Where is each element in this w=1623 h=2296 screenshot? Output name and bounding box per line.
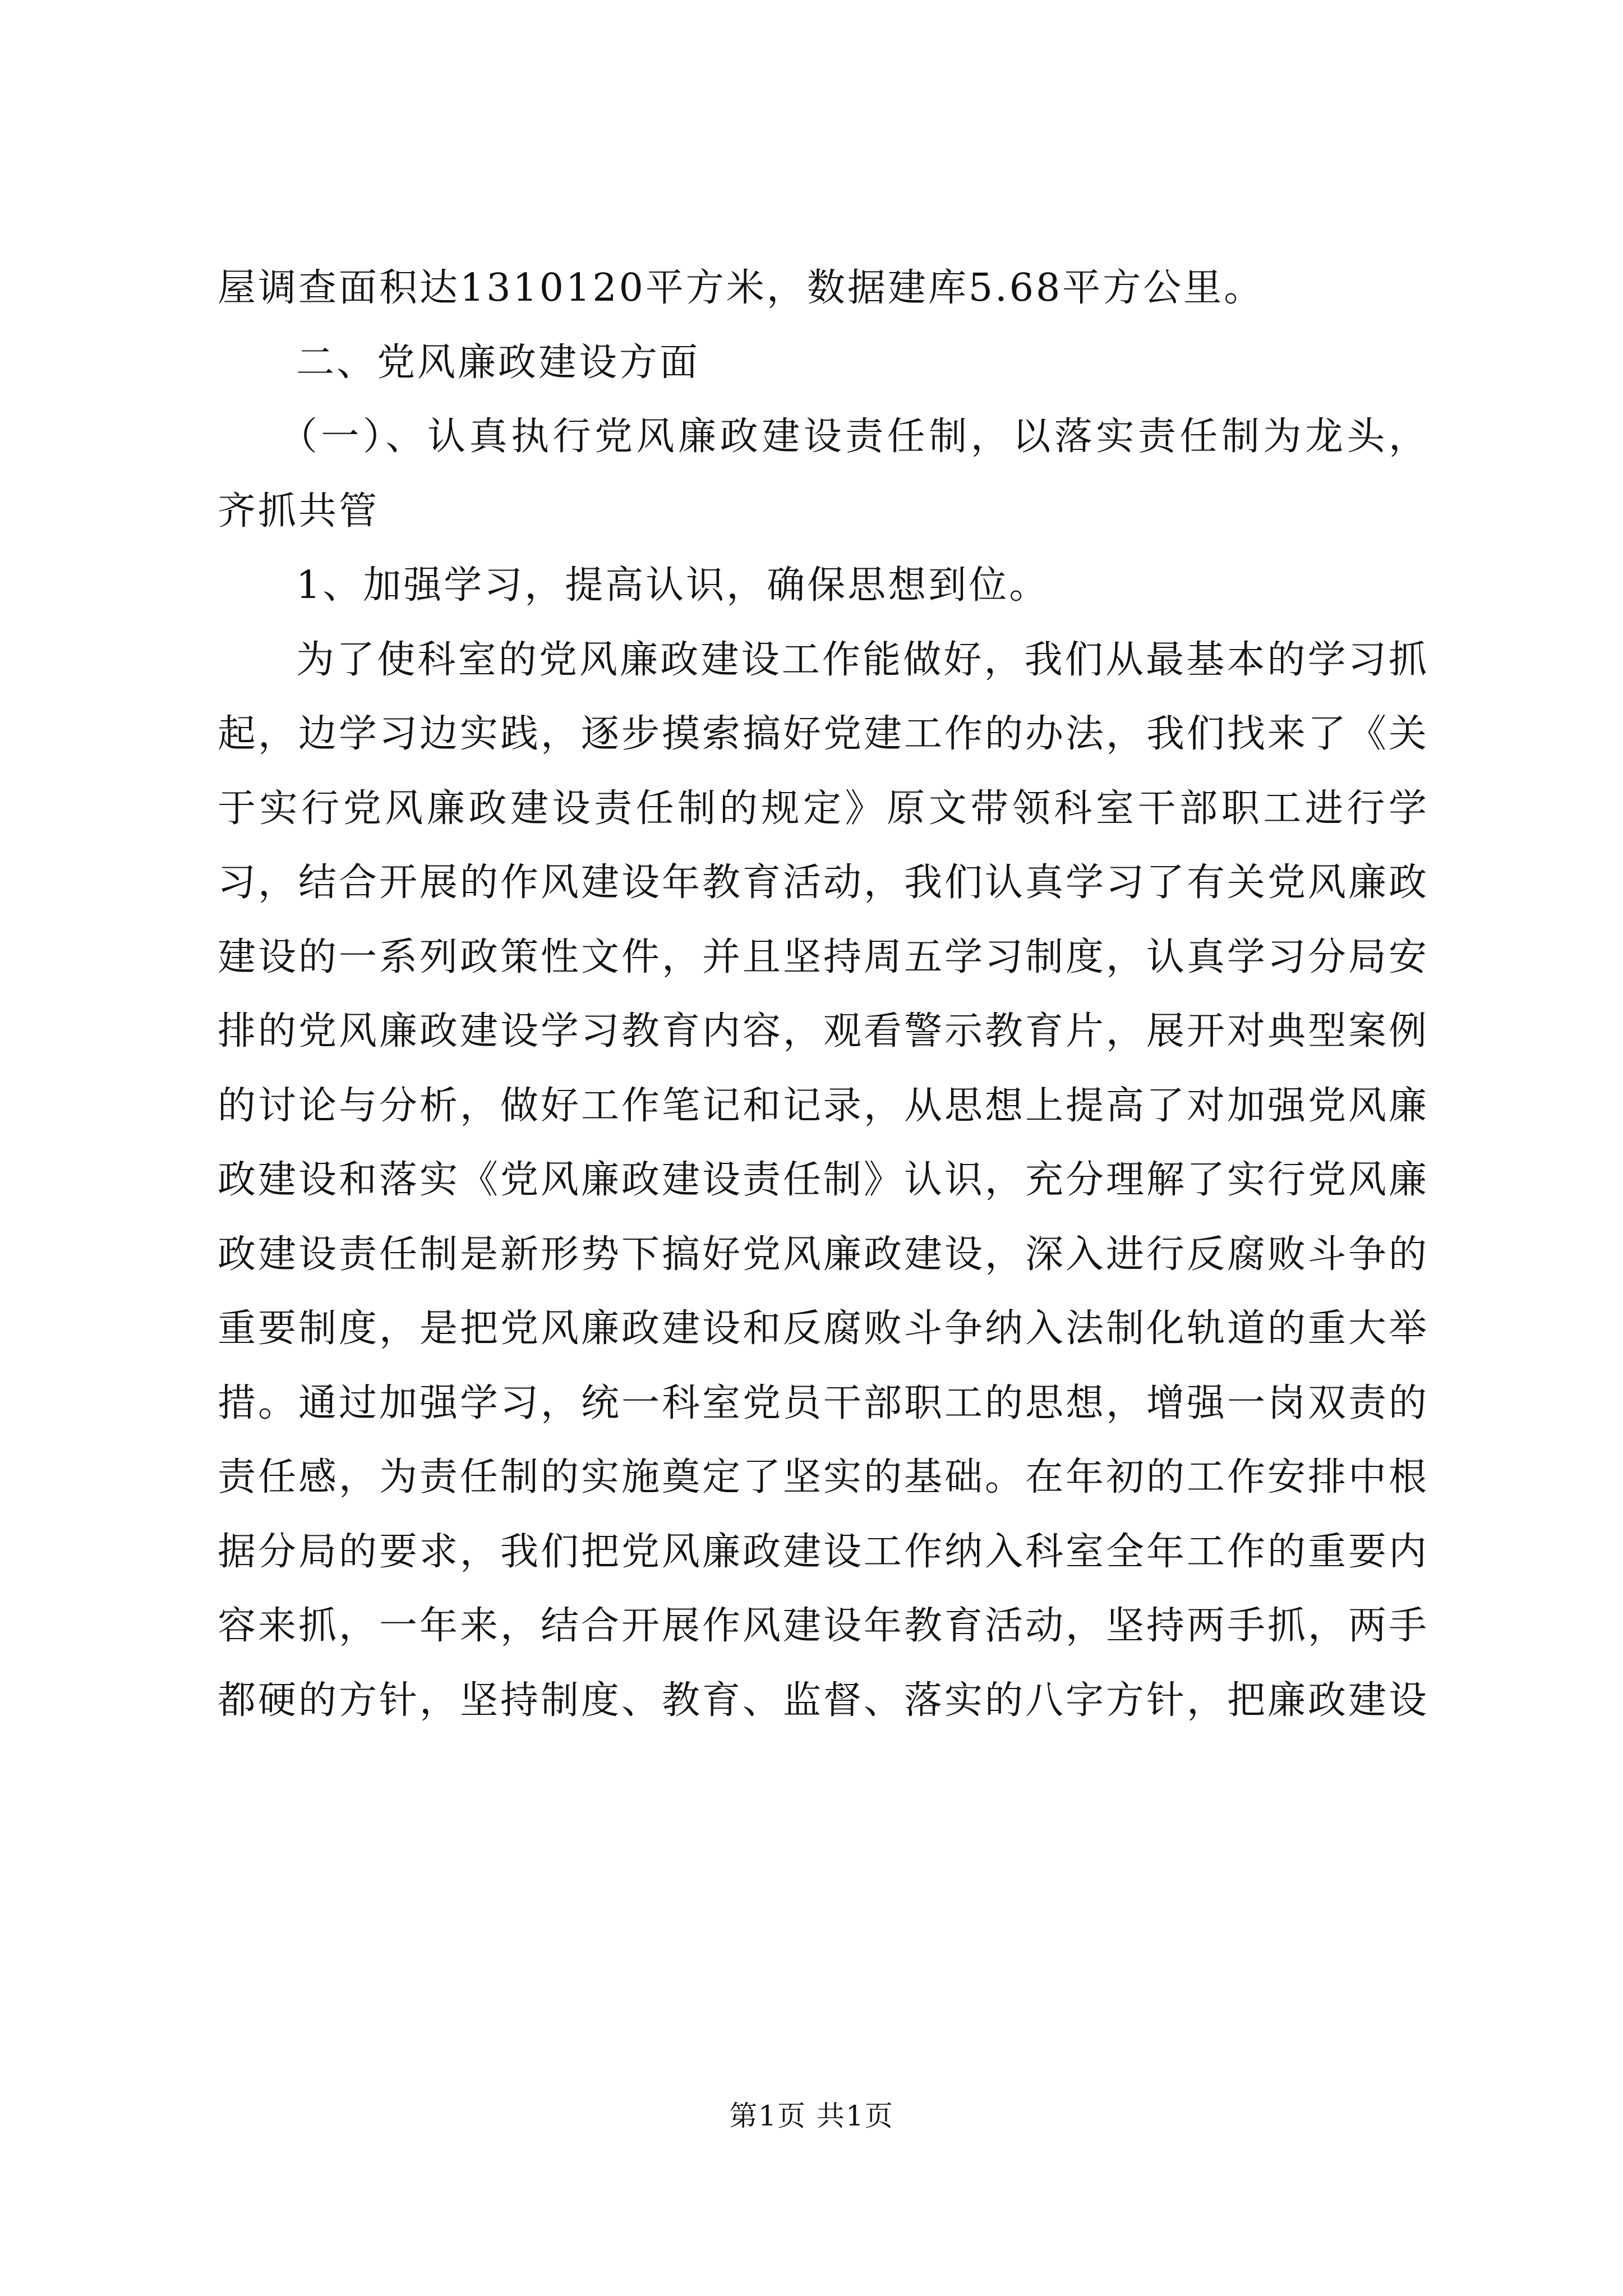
page-footer: 第1页 共1页 [729, 2100, 894, 2132]
section-heading: 二、党风廉政建设方面 [296, 340, 700, 385]
paragraph-continuation: 屋调查面积达1310120平方米，数据建库5.68平方公里。 [218, 266, 1265, 310]
document-body [218, 251, 1429, 1738]
item-heading: 1、加强学习，提高认识，确保思想到位。 [296, 563, 1050, 608]
body-paragraph: 为了使科室的党风廉政建设工作能做好，我们从最基本的学习抓起，边学习边实践，逐步摸索搞好党建工作的办法，我们找来了《关于实行党风廉政建设责任制的规定》原文带领科室干部职工进行学习，结合开展的作风建设年教育活动，我们认真学习了有关党风廉政建设的一系列政策性文件，并且坚持周五学习制度，认真学习分局安排的党风廉政建设学习教育内容，观看警示教育片，展开对典型案例的讨论与分析，做好工作笔记和记录，从思想上提高了对加强党风廉政建设和落实《党风廉政建设责任制》认识，充分理解了实行党风廉政建设责任制是新形势下搞好党风廉政建设，深入进行反腐败斗争的重要制度，是把党风廉政建设和反腐败斗争纳入法制化轨道的重大举措。通过加强学习，统一科室党员干部职工的思想，增强一岗双责的责任感，为责任制的实施奠定了坚实的基础。在年初的工作安排中根据分局的要求，我们把党风廉政建设工作纳入科室全年工作的重要内容来抓，一年来，结合开展作风建设年教育活动，坚持两手抓，两手都硬的方针，坚持制度、教育、监督、落实的八字方针，把廉政建设 [218, 637, 1430, 1723]
subsection-heading: （一）、认真执行党风廉政建设责任制，以落实责任制为龙头，齐抓共管 [218, 415, 1429, 533]
